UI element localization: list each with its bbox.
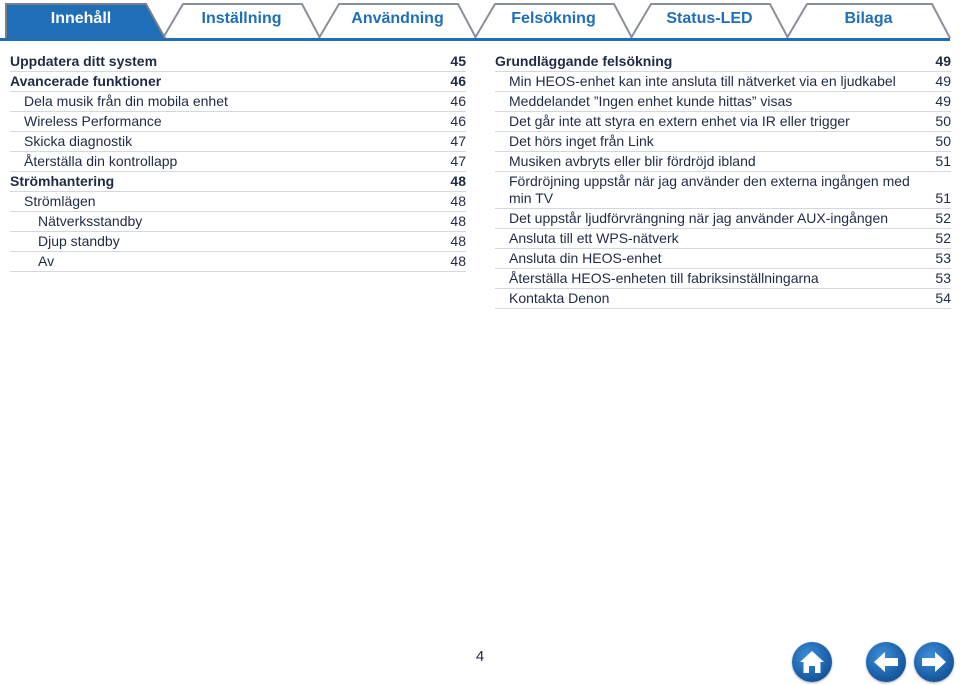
toc-entry[interactable] xyxy=(10,232,466,252)
toc-entry-title: Musiken avbryts eller blir fördröjd ibland xyxy=(509,153,756,169)
toc-entry-title: Meddelandet ”Ingen enhet kunde hittas” visas xyxy=(509,93,793,109)
toc-entry[interactable] xyxy=(495,172,951,209)
toc-entry-page: 49 xyxy=(935,73,951,89)
toc-entry[interactable] xyxy=(10,92,466,112)
toc-entry[interactable] xyxy=(10,252,466,272)
toc-entry[interactable] xyxy=(10,112,466,132)
toc-entry[interactable] xyxy=(495,112,951,132)
toc-entry-page: 51 xyxy=(935,153,951,169)
toc-entry-title: Fördröjning uppstår när jag använder den externa ingången med min TV xyxy=(509,173,910,206)
toc-entry-title: Det uppstår ljudförvrängning när jag använder AUX-ingången xyxy=(509,210,889,226)
toc-entry-page: 49 xyxy=(935,53,951,69)
toc-entry-title: Grundläggande felsökning xyxy=(495,53,673,69)
toc-entry-page: 46 xyxy=(450,113,466,129)
toc-entry-page: 48 xyxy=(450,213,466,229)
home-icon xyxy=(792,642,832,682)
toc-left-column xyxy=(10,52,466,272)
toc-entry-page: 48 xyxy=(450,193,466,209)
toc-entry-title: Återställa HEOS-enheten till fabriksinställningarna xyxy=(509,270,819,286)
arrow-right-icon xyxy=(914,642,954,682)
toc-entry-title: Min HEOS-enhet kan inte ansluta till nätverket via en ljudkabel xyxy=(509,73,896,89)
toc-entry-title: Ansluta till ett WPS-nätverk xyxy=(509,230,679,246)
toc-entry-title: Strömlägen xyxy=(24,193,96,209)
toc-entry[interactable] xyxy=(10,212,466,232)
toc-entry-title: Det går inte att styra en extern enhet via IR eller trigger xyxy=(509,113,850,129)
toc-entry-title: Det hörs inget från Link xyxy=(509,133,654,149)
toc-entry[interactable] xyxy=(495,269,951,289)
toc-entry-page: 52 xyxy=(935,230,951,246)
toc-entry-title: Av xyxy=(38,253,55,269)
toc-entry[interactable] xyxy=(495,289,951,309)
forward-button[interactable] xyxy=(914,642,954,682)
tab-baseline xyxy=(0,38,950,41)
toc-entry-title: Återställa din kontrollapp xyxy=(24,153,178,169)
toc-entry-page: 50 xyxy=(935,113,951,129)
tab-troubleshooting[interactable]: Felsökning xyxy=(511,10,596,27)
toc-entry-page: 46 xyxy=(450,73,466,89)
toc-entry-page: 47 xyxy=(450,133,466,149)
toc-entry-page: 46 xyxy=(450,93,466,109)
toc-entry-page: 48 xyxy=(450,253,466,269)
tab-usage[interactable]: Användning xyxy=(351,10,444,27)
toc-entry[interactable] xyxy=(495,132,951,152)
toc-entry[interactable] xyxy=(495,209,951,229)
toc-entry-title: Kontakta Denon xyxy=(509,290,610,306)
toc-right-column xyxy=(495,52,951,309)
tab-bar xyxy=(0,0,960,44)
toc-entry[interactable] xyxy=(495,72,951,92)
toc-entry-page: 45 xyxy=(450,53,466,69)
toc-entry-page: 47 xyxy=(450,153,466,169)
tab-appendix[interactable]: Bilaga xyxy=(844,10,893,27)
toc-entry[interactable] xyxy=(10,132,466,152)
toc-entry-title: Djup standby xyxy=(38,233,120,249)
toc-entry-title: Nätverksstandby xyxy=(38,213,143,229)
toc-entry-page: 50 xyxy=(935,133,951,149)
back-button[interactable] xyxy=(866,642,906,682)
page-number: 4 xyxy=(475,648,485,665)
toc-entry[interactable] xyxy=(10,72,466,92)
home-button[interactable] xyxy=(792,642,832,682)
toc-entry-title: Skicka diagnostik xyxy=(24,133,133,149)
tab-installation[interactable]: Inställning xyxy=(201,10,282,27)
toc-entry[interactable] xyxy=(10,52,466,72)
toc-entry-page: 54 xyxy=(935,290,951,306)
toc-entry[interactable] xyxy=(10,172,466,192)
toc-entry[interactable] xyxy=(10,192,466,212)
arrow-left-icon xyxy=(866,642,906,682)
toc-entry-page: 52 xyxy=(935,210,951,226)
toc-entry[interactable] xyxy=(10,152,466,172)
toc-entry-page: 53 xyxy=(935,270,951,286)
toc-entry-title: Avancerade funktioner xyxy=(10,73,162,89)
toc-entry-title: Dela musik från din mobila enhet xyxy=(24,93,228,109)
toc-entry-title: Ansluta din HEOS-enhet xyxy=(509,250,662,266)
toc-entry-title: Wireless Performance xyxy=(24,113,162,129)
toc-entry-title: Uppdatera ditt system xyxy=(10,53,158,69)
toc-entry[interactable] xyxy=(495,229,951,249)
toc-entry-page: 49 xyxy=(935,93,951,109)
tab-status-led[interactable]: Status-LED xyxy=(666,10,753,27)
toc-entry-page: 48 xyxy=(450,173,466,189)
toc-entry-page: 48 xyxy=(450,233,466,249)
toc-entry[interactable] xyxy=(495,249,951,269)
toc-entry-page: 53 xyxy=(935,250,951,266)
tab-contents[interactable]: Innehåll xyxy=(50,10,112,27)
toc-entry[interactable] xyxy=(495,52,951,72)
toc-entry-title: Strömhantering xyxy=(10,173,115,189)
toc-entry[interactable] xyxy=(495,152,951,172)
toc-entry-page: 51 xyxy=(935,190,951,206)
toc-entry[interactable] xyxy=(495,92,951,112)
